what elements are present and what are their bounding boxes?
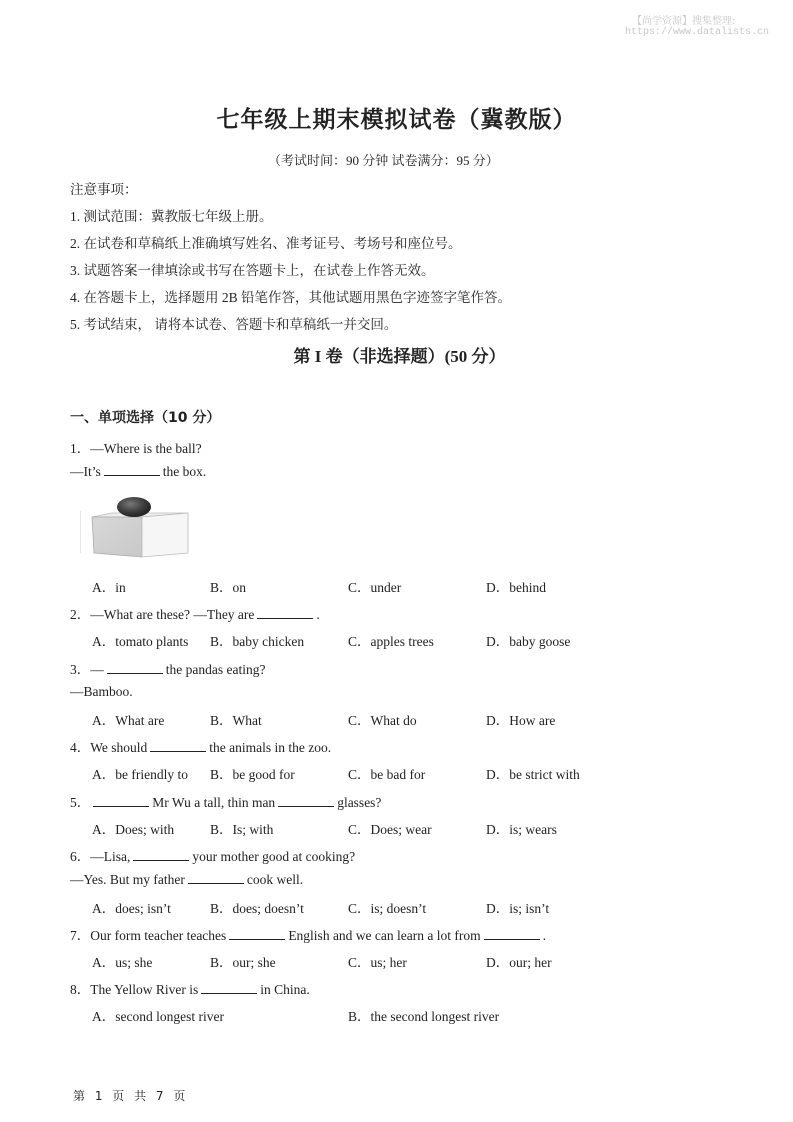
notice-item: 2. 在试卷和草稿纸上准确填写姓名、准考证号、考场号和座位号。 bbox=[70, 236, 462, 251]
notice-item: 3. 试题答案一律填涂或书写在答题卡上，在试卷上作答无效。 bbox=[70, 263, 435, 278]
option-a: A．tomato plants bbox=[92, 634, 189, 649]
question-text: Our form teacher teaches bbox=[90, 928, 227, 943]
question-number: 6． bbox=[70, 849, 91, 864]
question-1 bbox=[70, 437, 202, 457]
question-text: the box. bbox=[162, 464, 207, 479]
option-b: B．baby chicken bbox=[210, 634, 305, 649]
question-text: your mother good at cooking? bbox=[192, 849, 356, 864]
question-1-line-2 bbox=[70, 463, 206, 480]
question-text: cook well. bbox=[246, 872, 304, 887]
section-title-text: 第 I 卷（非选择题）(50 分） bbox=[293, 347, 506, 366]
question-5 bbox=[70, 791, 381, 811]
answer-blank bbox=[104, 463, 160, 476]
answer-blank bbox=[201, 981, 257, 994]
question-text: in China. bbox=[260, 982, 310, 997]
question-text: . bbox=[542, 928, 546, 943]
question-2 bbox=[70, 603, 320, 623]
option-a: A．What are bbox=[92, 713, 165, 728]
question-text: — bbox=[90, 662, 104, 677]
question-text: the animals in the zoo. bbox=[209, 740, 332, 755]
question-6-line-2 bbox=[70, 871, 303, 888]
answer-blank bbox=[257, 606, 313, 619]
question-8 bbox=[70, 978, 310, 998]
answer-blank bbox=[93, 794, 149, 807]
option-d: D．our; her bbox=[486, 955, 552, 970]
question-text: We should bbox=[90, 740, 148, 755]
watermark-source: 【尚学资源】搜集整理: bbox=[632, 16, 736, 27]
question-7 bbox=[70, 924, 546, 944]
question-text: —Yes. But my father bbox=[70, 872, 185, 887]
page-number: 第 1 页 共 7 页 bbox=[73, 1089, 189, 1103]
option-b: B．does; doesn’t bbox=[210, 901, 304, 916]
question-number: 4． bbox=[70, 740, 91, 755]
option-d: D．is; isn’t bbox=[486, 901, 550, 916]
option-c: C．What do bbox=[348, 713, 417, 728]
option-d: D．How are bbox=[486, 713, 556, 728]
option-a: A．Does; with bbox=[92, 822, 175, 837]
question-number: 3． bbox=[70, 662, 91, 677]
option-b: B．our; she bbox=[210, 955, 276, 970]
question-text: —Lisa, bbox=[90, 849, 131, 864]
question-4 bbox=[70, 736, 331, 756]
question-text: —It’s bbox=[70, 464, 101, 479]
option-d: D．be strict with bbox=[486, 767, 580, 782]
option-c: C．be bad for bbox=[348, 767, 426, 782]
question-number: 1． bbox=[70, 441, 91, 456]
answer-blank bbox=[133, 848, 189, 861]
question-text: the pandas eating? bbox=[165, 662, 266, 677]
option-b: B．Is; with bbox=[210, 822, 274, 837]
answer-blank bbox=[107, 661, 163, 674]
question-text: . bbox=[316, 607, 320, 622]
option-b: B．the second longest river bbox=[348, 1009, 500, 1024]
question-3-line-2: —Bamboo. bbox=[70, 684, 133, 699]
option-b: B．be good for bbox=[210, 767, 295, 782]
option-a: A．us; she bbox=[92, 955, 153, 970]
option-a: A．be friendly to bbox=[92, 767, 188, 782]
notice-item: 1. 测试范围：冀教版七年级上册。 bbox=[70, 209, 273, 224]
option-c: C．us; her bbox=[348, 955, 407, 970]
answer-blank bbox=[484, 927, 540, 940]
section-title bbox=[0, 342, 793, 367]
watermark-url: https://www.datalists.cn bbox=[625, 27, 770, 38]
question-number: 7． bbox=[70, 928, 91, 943]
option-d: D．is; wears bbox=[486, 822, 557, 837]
answer-blank bbox=[278, 794, 334, 807]
exam-info: （考试时间：90 分钟 试卷满分：95 分） bbox=[268, 153, 499, 168]
question-number: 2． bbox=[70, 607, 91, 622]
ball-on-box-figure bbox=[80, 497, 190, 561]
question-text: —Where is the ball? bbox=[90, 441, 202, 456]
option-a: A．in bbox=[92, 580, 126, 595]
option-d: D．behind bbox=[486, 580, 546, 595]
question-text: Mr Wu a tall, thin man bbox=[152, 795, 276, 810]
option-c: C．is; doesn’t bbox=[348, 901, 427, 916]
option-a: A．second longest river bbox=[92, 1009, 224, 1024]
option-b: B．What bbox=[210, 713, 262, 728]
question-number: 5． bbox=[70, 795, 91, 810]
question-text: —What are these? —They are bbox=[90, 607, 255, 622]
answer-blank bbox=[188, 871, 244, 884]
question-text: English and we can learn a lot from bbox=[288, 928, 481, 943]
option-b: B．on bbox=[210, 580, 247, 595]
notice-item: 5. 考试结束， 请将本试卷、答题卡和草稿纸一并交回。 bbox=[70, 317, 398, 332]
question-text: The Yellow River is bbox=[90, 982, 199, 997]
option-d: D．baby goose bbox=[486, 634, 571, 649]
page-title: 七年级上期末模拟试卷（冀教版） bbox=[216, 107, 577, 133]
notice-item: 4. 在答题卡上，选择题用 2B 铅笔作答，其他试题用黑色字迹签字笔作答。 bbox=[70, 290, 512, 305]
notice-heading: 注意事项： bbox=[70, 182, 138, 197]
option-c: C．under bbox=[348, 580, 402, 595]
part-title: 一、单项选择（10 分） bbox=[70, 410, 221, 426]
option-c: C．apples trees bbox=[348, 634, 434, 649]
question-3 bbox=[70, 658, 265, 678]
question-number: 8． bbox=[70, 982, 91, 997]
option-a: A．does; isn’t bbox=[92, 901, 171, 916]
answer-blank bbox=[229, 927, 285, 940]
answer-blank bbox=[150, 739, 206, 752]
question-6 bbox=[70, 845, 355, 865]
question-text: glasses? bbox=[337, 795, 382, 810]
option-c: C．Does; wear bbox=[348, 822, 432, 837]
